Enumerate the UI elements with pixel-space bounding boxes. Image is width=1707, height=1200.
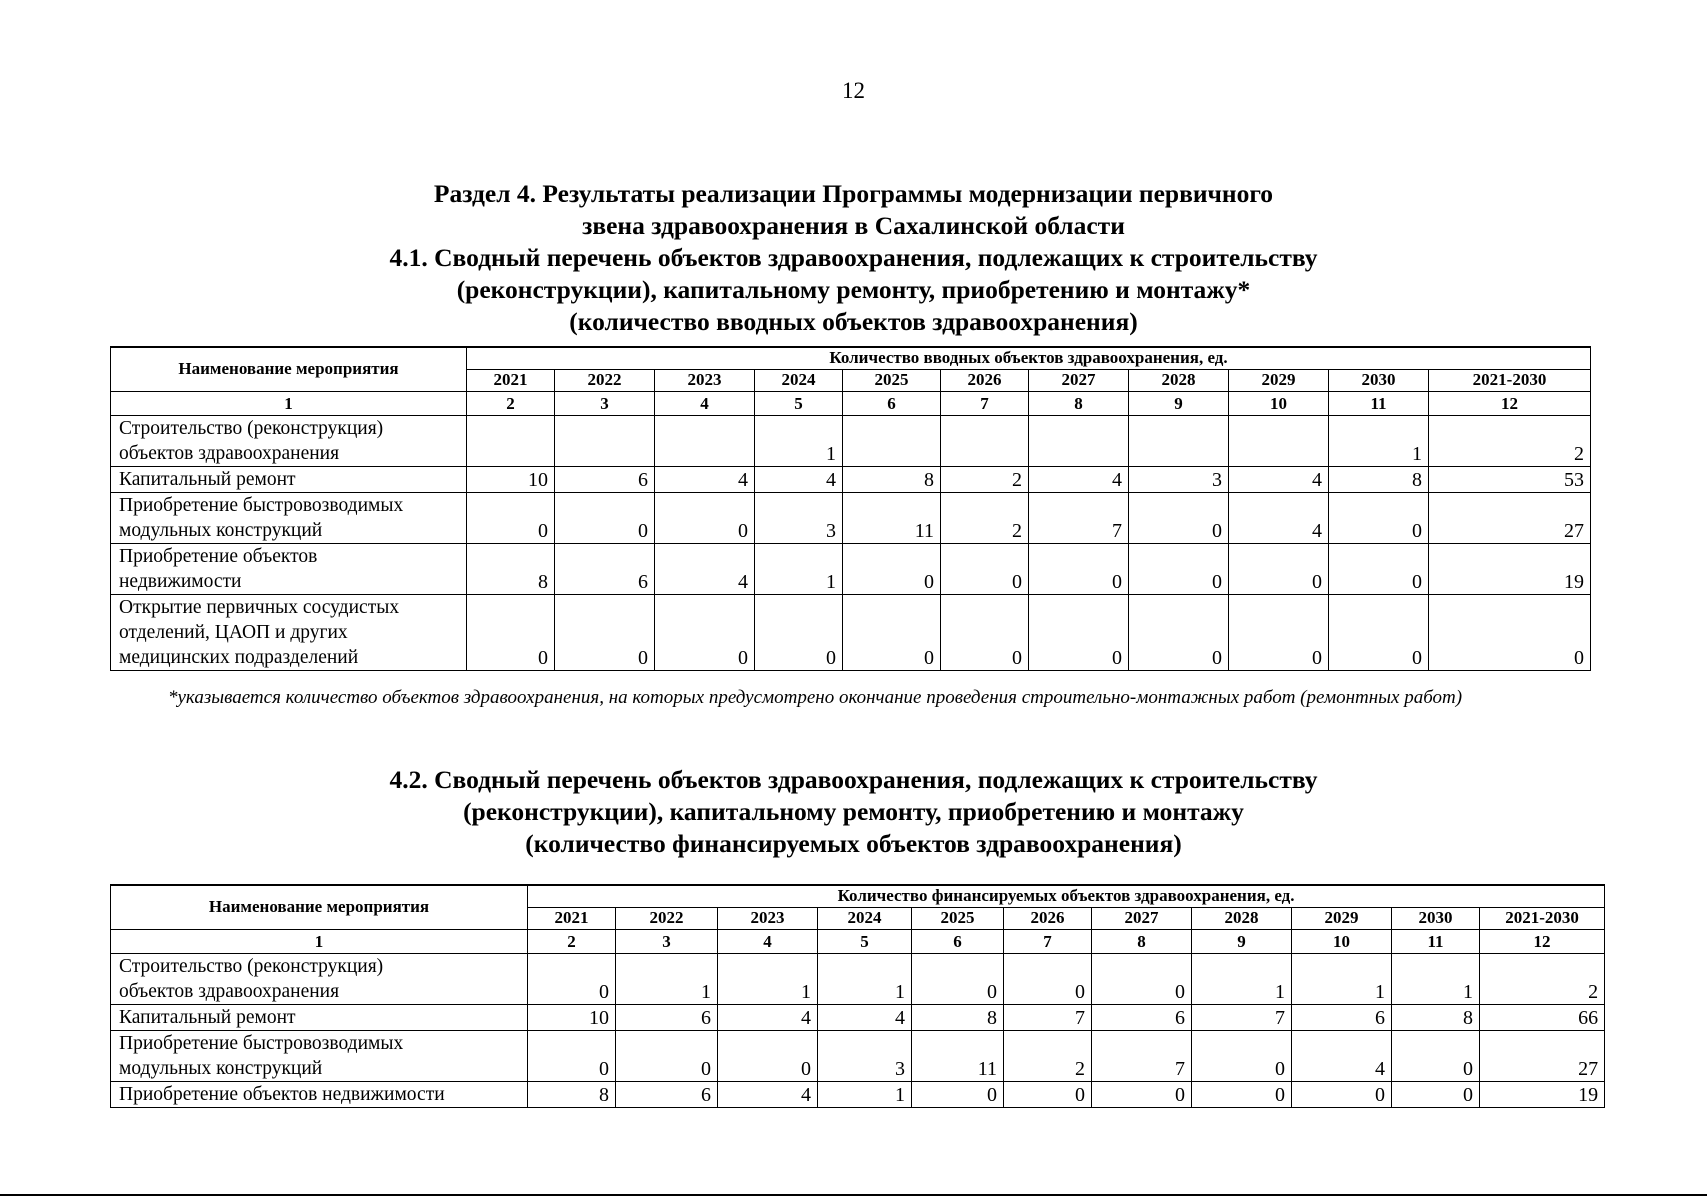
cell-value: 4 [1029,466,1129,492]
row-name-line: медицинских подразделений [119,646,359,668]
cell-value: 1 [755,415,843,466]
row-name-line: Строительство (реконструкция) [119,955,384,977]
row-name-line: Капитальный ремонт [119,1006,296,1028]
row-name-line: модульных конструкций [119,1057,323,1079]
row-name-line: отделений, ЦАОП и других [119,621,348,643]
column-number: 2 [467,391,555,415]
column-number: 10 [1292,929,1392,953]
column-number: 3 [555,391,655,415]
heading-line: (реконструкции), капитальному ремонту, приобретению и монтажу* [456,275,1251,304]
year-header: 2026 [941,369,1029,391]
row-name [111,953,528,1004]
column-number: 12 [1429,391,1591,415]
cell-value: 19 [1429,543,1591,594]
cell-value: 2 [941,466,1029,492]
column-number: 11 [1329,391,1429,415]
cell-value: 0 [1329,543,1429,594]
year-header: 2024 [755,369,843,391]
table-row [111,492,1591,543]
cell-value: 8 [912,1004,1004,1030]
heading-line: 4.2. Сводный перечень объектов здравоохранения, подлежащих к строительству [389,765,1318,794]
cell-value: 0 [1092,1081,1192,1107]
cell-value: 7 [1004,1004,1092,1030]
cell-value: 0 [1192,1030,1292,1081]
row-name-line: объектов здравоохранения [119,980,340,1002]
cell-value: 6 [616,1004,718,1030]
cell-value: 4 [718,1004,818,1030]
heading-line: звена здравоохранения в Сахалинской области [582,211,1125,240]
cell-value: 1 [1392,953,1480,1004]
column-number: 7 [1004,929,1092,953]
cell-value: 4 [655,466,755,492]
cell-value: 0 [1429,594,1591,670]
cell-value: 0 [655,492,755,543]
page-number: 12 [842,78,865,103]
cell-value: 27 [1480,1030,1605,1081]
column-number: 10 [1229,391,1329,415]
column-number: 8 [1092,929,1192,953]
cell-value: 0 [616,1030,718,1081]
heading-line: (количество вводных объектов здравоохранения) [569,307,1138,336]
cell-value [1129,415,1229,466]
cell-value: 2 [1429,415,1591,466]
cell-value [843,415,941,466]
column-header-name: Наименование мероприятия [111,347,467,391]
row-name-line: недвижимости [119,570,242,592]
row-name-line: Строительство (реконструкция) [119,417,384,439]
table-input-objects [110,346,1591,671]
cell-value: 4 [1229,492,1329,543]
cell-value [655,415,755,466]
cell-value: 0 [555,492,655,543]
page-edge-line [0,1194,1707,1196]
column-number: 1 [111,929,528,953]
row-name [111,594,467,670]
cell-value: 10 [528,1004,616,1030]
year-header: 2021-2030 [1429,369,1591,391]
year-header: 2028 [1192,907,1292,929]
table-financed-objects [110,884,1605,1108]
cell-value: 6 [1292,1004,1392,1030]
cell-value: 1 [818,953,912,1004]
row-name [111,1004,528,1030]
group-header: Количество финансируемых объектов здравоохранения, ед. [528,885,1605,907]
cell-value: 0 [718,1030,818,1081]
footnote: *указывается количество объектов здравоохранения, на которых предусмотрено окончание проведения строительно-монтажных работ (ремонтных работ) [168,687,1463,708]
cell-value: 0 [555,594,655,670]
row-name [111,466,467,492]
row-name [111,1030,528,1081]
year-header: 2027 [1092,907,1192,929]
cell-value: 0 [1292,1081,1392,1107]
column-number: 6 [843,391,941,415]
cell-value: 0 [1129,492,1229,543]
cell-value: 6 [555,466,655,492]
row-name-line: Приобретение объектов недвижимости [119,1083,445,1105]
row-name-line: Приобретение быстровозводимых [119,494,404,516]
column-number: 1 [111,391,467,415]
cell-value: 0 [1092,953,1192,1004]
cell-value: 8 [843,466,941,492]
table-row [111,1030,1605,1081]
heading-line: (реконструкции), капитальному ремонту, приобретению и монтажу [463,797,1244,826]
cell-value: 7 [1192,1004,1292,1030]
cell-value: 0 [467,594,555,670]
year-header: 2022 [616,907,718,929]
cell-value: 0 [941,594,1029,670]
row-name [111,1081,528,1107]
cell-value [467,415,555,466]
section-4-1-heading [0,178,1707,338]
row-name-line: Открытие первичных сосудистых [119,596,400,618]
cell-value: 7 [1029,492,1129,543]
row-name [111,492,467,543]
year-header: 2021 [528,907,616,929]
row-name-line: модульных конструкций [119,519,323,541]
row-name [111,415,467,466]
cell-value: 6 [616,1081,718,1107]
column-number: 6 [912,929,1004,953]
cell-value: 4 [655,543,755,594]
cell-value: 0 [941,543,1029,594]
cell-value [941,415,1029,466]
table-row [111,1081,1605,1107]
group-header: Количество вводных объектов здравоохранения, ед. [467,347,1591,369]
cell-value: 0 [528,953,616,1004]
year-header: 2030 [1392,907,1480,929]
heading-line: 4.1. Сводный перечень объектов здравоохранения, подлежащих к строительству [389,243,1318,272]
column-number: 12 [1480,929,1605,953]
cell-value: 8 [528,1081,616,1107]
year-header: 2030 [1329,369,1429,391]
cell-value: 2 [1004,1030,1092,1081]
cell-value: 6 [1092,1004,1192,1030]
cell-value: 1 [1329,415,1429,466]
table-row [111,1004,1605,1030]
heading-line: (количество финансируемых объектов здравоохранения) [525,829,1182,858]
cell-value: 4 [718,1081,818,1107]
column-number: 9 [1192,929,1292,953]
cell-value: 8 [1329,466,1429,492]
cell-value: 1 [818,1081,912,1107]
year-header: 2021 [467,369,555,391]
cell-value: 2 [941,492,1029,543]
cell-value: 1 [1192,953,1292,1004]
cell-value: 3 [755,492,843,543]
cell-value: 0 [1392,1081,1480,1107]
column-number: 5 [818,929,912,953]
column-number: 8 [1029,391,1129,415]
year-header: 2026 [1004,907,1092,929]
year-header: 2028 [1129,369,1229,391]
year-header: 2029 [1292,907,1392,929]
cell-value: 1 [616,953,718,1004]
cell-value: 10 [467,466,555,492]
year-header: 2025 [843,369,941,391]
cell-value: 0 [843,594,941,670]
column-number: 2 [528,929,616,953]
cell-value: 4 [1292,1030,1392,1081]
row-name-line: Приобретение объектов [119,545,318,567]
column-number: 3 [616,929,718,953]
cell-value: 6 [555,543,655,594]
cell-value: 0 [1392,1030,1480,1081]
table-row [111,594,1591,670]
cell-value: 8 [1392,1004,1480,1030]
cell-value: 1 [1292,953,1392,1004]
table-row [111,415,1591,466]
cell-value [1029,415,1129,466]
cell-value: 0 [1229,594,1329,670]
cell-value: 0 [1192,1081,1292,1107]
cell-value: 3 [1129,466,1229,492]
cell-value: 1 [755,543,843,594]
column-number: 4 [655,391,755,415]
row-name-line: объектов здравоохранения [119,442,340,464]
cell-value: 0 [655,594,755,670]
cell-value: 4 [1229,466,1329,492]
cell-value: 11 [843,492,941,543]
row-name-line: Капитальный ремонт [119,468,296,490]
cell-value [555,415,655,466]
cell-value: 0 [755,594,843,670]
cell-value: 0 [912,1081,1004,1107]
cell-value: 0 [843,543,941,594]
row-name [111,543,467,594]
section-4-2-heading [0,764,1707,860]
year-header: 2029 [1229,369,1329,391]
cell-value: 0 [1029,594,1129,670]
year-header: 2023 [655,369,755,391]
cell-value: 0 [1029,543,1129,594]
year-header: 2025 [912,907,1004,929]
cell-value: 3 [818,1030,912,1081]
cell-value: 8 [467,543,555,594]
cell-value: 4 [755,466,843,492]
year-header: 2023 [718,907,818,929]
cell-value: 7 [1092,1030,1192,1081]
cell-value: 0 [1329,492,1429,543]
cell-value: 0 [912,953,1004,1004]
cell-value: 0 [1004,1081,1092,1107]
cell-value: 1 [718,953,818,1004]
column-number: 9 [1129,391,1229,415]
year-header: 2022 [555,369,655,391]
cell-value: 11 [912,1030,1004,1081]
cell-value: 0 [1229,543,1329,594]
cell-value: 27 [1429,492,1591,543]
cell-value: 4 [818,1004,912,1030]
heading-line: Раздел 4. Результаты реализации Программы модернизации первичного [433,179,1274,208]
column-number: 11 [1392,929,1480,953]
cell-value: 53 [1429,466,1591,492]
cell-value: 0 [1129,594,1229,670]
year-header: 2027 [1029,369,1129,391]
year-header: 2024 [818,907,912,929]
cell-value: 0 [1004,953,1092,1004]
cell-value: 0 [1129,543,1229,594]
cell-value: 0 [1329,594,1429,670]
table-row [111,543,1591,594]
cell-value: 66 [1480,1004,1605,1030]
year-header: 2021-2030 [1480,907,1605,929]
cell-value: 2 [1480,953,1605,1004]
column-header-name: Наименование мероприятия [111,885,528,929]
cell-value: 0 [467,492,555,543]
cell-value [1229,415,1329,466]
column-number: 7 [941,391,1029,415]
table-row [111,953,1605,1004]
column-number: 4 [718,929,818,953]
cell-value: 19 [1480,1081,1605,1107]
table-row [111,466,1591,492]
row-name-line: Приобретение быстровозводимых [119,1032,404,1054]
cell-value: 0 [528,1030,616,1081]
column-number: 5 [755,391,843,415]
